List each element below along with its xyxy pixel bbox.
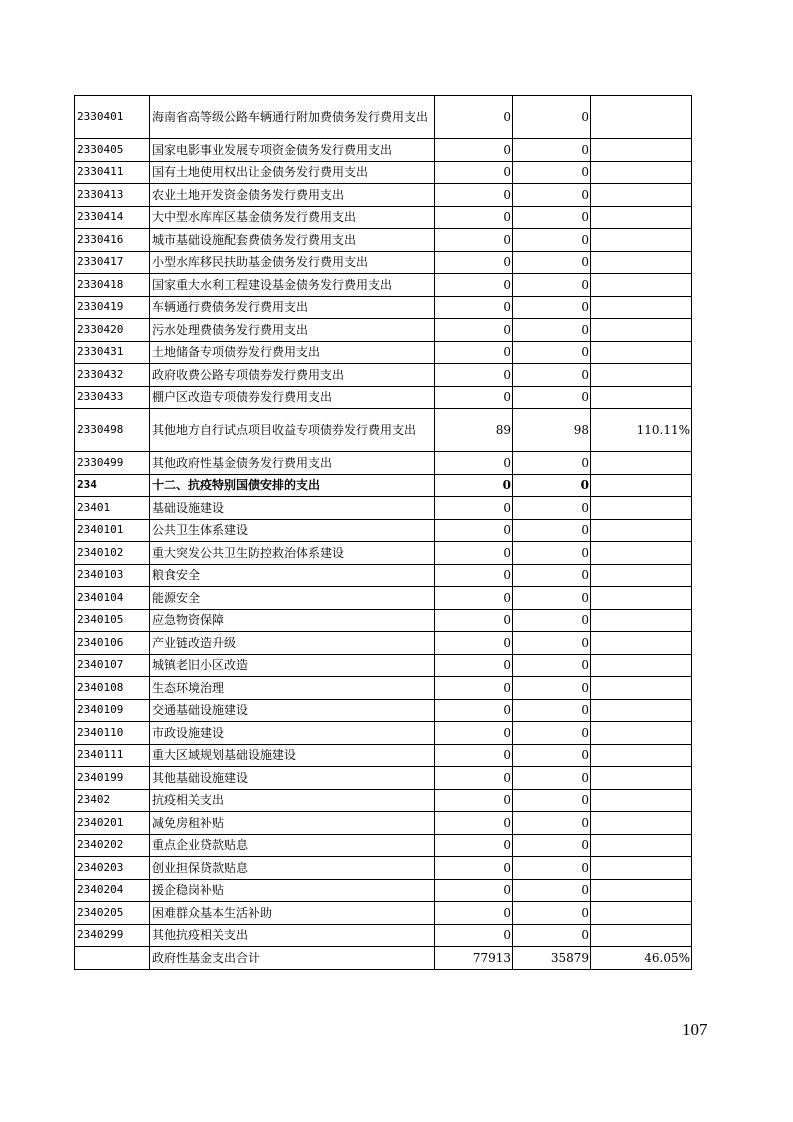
table-row [75, 184, 692, 207]
table-row [75, 229, 692, 252]
rate-cell [591, 677, 692, 700]
rate-cell: 110.11% [591, 409, 692, 452]
code-cell: 2340104 [75, 587, 150, 610]
code-cell: 2340109 [75, 699, 150, 722]
name-cell: 棚户区改造专项债券发行费用支出 [150, 386, 435, 409]
budget-value-cell: 0 [435, 587, 513, 610]
actual-value-cell: 0 [513, 902, 591, 925]
rate-cell [591, 296, 692, 319]
budget-value-cell: 0 [435, 632, 513, 655]
name-cell: 海南省高等级公路车辆通行附加费债务发行费用支出 [150, 96, 435, 139]
actual-value-cell: 0 [513, 319, 591, 342]
code-cell: 2340110 [75, 722, 150, 745]
actual-value-cell: 0 [513, 161, 591, 184]
code-cell: 23401 [75, 497, 150, 520]
code-cell: 2330420 [75, 319, 150, 342]
budget-value-cell: 0 [435, 161, 513, 184]
actual-value-cell: 35879 [513, 947, 591, 970]
budget-value-cell: 0 [435, 251, 513, 274]
name-cell: 政府收费公路专项债券发行费用支出 [150, 364, 435, 387]
table-row [75, 947, 692, 970]
code-cell: 2330413 [75, 184, 150, 207]
actual-value-cell: 0 [513, 722, 591, 745]
table-row [75, 857, 692, 880]
code-cell [75, 947, 150, 970]
budget-value-cell: 0 [435, 722, 513, 745]
table-row [75, 139, 692, 162]
actual-value-cell: 0 [513, 857, 591, 880]
name-cell: 减免房租补贴 [150, 812, 435, 835]
rate-cell [591, 699, 692, 722]
code-cell: 2340106 [75, 632, 150, 655]
code-cell: 2330419 [75, 296, 150, 319]
table-row [75, 161, 692, 184]
actual-value-cell: 0 [513, 386, 591, 409]
table-row [75, 767, 692, 790]
name-cell: 其他地方自行试点项目收益专项债券发行费用支出 [150, 409, 435, 452]
code-cell: 2330411 [75, 161, 150, 184]
name-cell: 污水处理费债务发行费用支出 [150, 319, 435, 342]
table-row [75, 409, 692, 452]
table-row [75, 542, 692, 565]
name-cell: 粮食安全 [150, 564, 435, 587]
name-cell: 援企稳岗补贴 [150, 879, 435, 902]
rate-cell [591, 474, 692, 497]
name-cell: 交通基础设施建设 [150, 699, 435, 722]
code-cell: 2340199 [75, 767, 150, 790]
code-cell: 2340201 [75, 812, 150, 835]
budget-value-cell: 0 [435, 206, 513, 229]
budget-value-cell: 0 [435, 924, 513, 947]
table-row [75, 789, 692, 812]
actual-value-cell: 0 [513, 812, 591, 835]
rate-cell [591, 274, 692, 297]
name-cell: 基础设施建设 [150, 497, 435, 520]
rate-cell [591, 722, 692, 745]
table-row [75, 296, 692, 319]
rate-cell [591, 519, 692, 542]
table-row [75, 924, 692, 947]
code-cell: 2340105 [75, 609, 150, 632]
name-cell: 应急物资保障 [150, 609, 435, 632]
name-cell: 政府性基金支出合计 [150, 947, 435, 970]
actual-value-cell: 0 [513, 341, 591, 364]
name-cell: 大中型水库库区基金债务发行费用支出 [150, 206, 435, 229]
actual-value-cell: 0 [513, 587, 591, 610]
table-row [75, 386, 692, 409]
actual-value-cell: 98 [513, 409, 591, 452]
rate-cell: 46.05% [591, 947, 692, 970]
rate-cell [591, 452, 692, 475]
table-row [75, 902, 692, 925]
table-row [75, 206, 692, 229]
name-cell: 土地储备专项债券发行费用支出 [150, 341, 435, 364]
code-cell: 2340202 [75, 834, 150, 857]
actual-value-cell: 0 [513, 654, 591, 677]
name-cell: 其他政府性基金债务发行费用支出 [150, 452, 435, 475]
budget-value-cell: 0 [435, 677, 513, 700]
rate-cell [591, 542, 692, 565]
table-row [75, 654, 692, 677]
actual-value-cell: 0 [513, 677, 591, 700]
budget-value-cell: 0 [435, 812, 513, 835]
name-cell: 小型水库移民扶助基金债务发行费用支出 [150, 251, 435, 274]
actual-value-cell: 0 [513, 879, 591, 902]
name-cell: 重大突发公共卫生防控救治体系建设 [150, 542, 435, 565]
budget-value-cell: 0 [435, 834, 513, 857]
table-row [75, 632, 692, 655]
name-cell: 农业土地开发资金债务发行费用支出 [150, 184, 435, 207]
actual-value-cell: 0 [513, 274, 591, 297]
table-row [75, 519, 692, 542]
actual-value-cell: 0 [513, 789, 591, 812]
budget-value-cell: 0 [435, 341, 513, 364]
actual-value-cell: 0 [513, 364, 591, 387]
code-cell: 2340103 [75, 564, 150, 587]
page-number: 107 [682, 1020, 708, 1039]
code-cell: 2330498 [75, 409, 150, 452]
rate-cell [591, 812, 692, 835]
budget-value-cell: 0 [435, 902, 513, 925]
budget-value-cell: 0 [435, 542, 513, 565]
code-cell: 2340205 [75, 902, 150, 925]
budget-value-cell: 0 [435, 229, 513, 252]
budget-value-cell: 0 [435, 497, 513, 520]
name-cell: 城市基础设施配套费债务发行费用支出 [150, 229, 435, 252]
actual-value-cell: 0 [513, 206, 591, 229]
code-cell: 234 [75, 474, 150, 497]
name-cell: 其他抗疫相关支出 [150, 924, 435, 947]
rate-cell [591, 206, 692, 229]
rate-cell [591, 386, 692, 409]
actual-value-cell: 0 [513, 609, 591, 632]
rate-cell [591, 319, 692, 342]
budget-value-cell: 0 [435, 609, 513, 632]
table-row [75, 274, 692, 297]
name-cell: 国家电影事业发展专项资金债务发行费用支出 [150, 139, 435, 162]
table-row [75, 341, 692, 364]
table-row [75, 677, 692, 700]
actual-value-cell: 0 [513, 96, 591, 139]
name-cell: 创业担保贷款贴息 [150, 857, 435, 880]
name-cell: 生态环境治理 [150, 677, 435, 700]
budget-value-cell: 0 [435, 654, 513, 677]
table-row [75, 609, 692, 632]
code-cell: 2340101 [75, 519, 150, 542]
actual-value-cell: 0 [513, 924, 591, 947]
actual-value-cell: 0 [513, 229, 591, 252]
table-row [75, 497, 692, 520]
actual-value-cell: 0 [513, 744, 591, 767]
actual-value-cell: 0 [513, 184, 591, 207]
table-body [75, 96, 692, 970]
code-cell: 2330432 [75, 364, 150, 387]
name-cell: 市政设施建设 [150, 722, 435, 745]
actual-value-cell: 0 [513, 767, 591, 790]
budget-value-cell: 0 [435, 452, 513, 475]
rate-cell [591, 632, 692, 655]
budget-value-cell: 0 [435, 386, 513, 409]
table-row [75, 699, 692, 722]
rate-cell [591, 184, 692, 207]
code-cell: 2330433 [75, 386, 150, 409]
rate-cell [591, 364, 692, 387]
name-cell: 重大区域规划基础设施建设 [150, 744, 435, 767]
code-cell: 2340108 [75, 677, 150, 700]
rate-cell [591, 96, 692, 139]
rate-cell [591, 564, 692, 587]
table-row [75, 96, 692, 139]
actual-value-cell: 0 [513, 474, 591, 497]
code-cell: 2330418 [75, 274, 150, 297]
code-cell: 2340299 [75, 924, 150, 947]
name-cell: 车辆通行费债务发行费用支出 [150, 296, 435, 319]
code-cell: 2340204 [75, 879, 150, 902]
name-cell: 十二、抗疫特别国债安排的支出 [150, 474, 435, 497]
name-cell: 国有土地使用权出让金债务发行费用支出 [150, 161, 435, 184]
name-cell: 公共卫生体系建设 [150, 519, 435, 542]
table-row [75, 812, 692, 835]
budget-value-cell: 0 [435, 767, 513, 790]
name-cell: 重点企业贷款贴息 [150, 834, 435, 857]
actual-value-cell: 0 [513, 564, 591, 587]
actual-value-cell: 0 [513, 632, 591, 655]
rate-cell [591, 139, 692, 162]
budget-value-cell: 0 [435, 474, 513, 497]
code-cell: 2330405 [75, 139, 150, 162]
table-row [75, 251, 692, 274]
code-cell: 2330401 [75, 96, 150, 139]
table-row [75, 474, 692, 497]
code-cell: 2330417 [75, 251, 150, 274]
name-cell: 抗疫相关支出 [150, 789, 435, 812]
code-cell: 2340111 [75, 744, 150, 767]
table-row [75, 879, 692, 902]
budget-value-cell: 0 [435, 319, 513, 342]
budget-value-cell: 0 [435, 879, 513, 902]
table-row [75, 319, 692, 342]
rate-cell [591, 857, 692, 880]
table-row [75, 452, 692, 475]
actual-value-cell: 0 [513, 139, 591, 162]
fund-expenditure-table [74, 95, 692, 970]
code-cell: 23402 [75, 789, 150, 812]
budget-value-cell: 0 [435, 296, 513, 319]
rate-cell [591, 609, 692, 632]
budget-value-cell: 0 [435, 96, 513, 139]
rate-cell [591, 902, 692, 925]
budget-value-cell: 0 [435, 519, 513, 542]
rate-cell [591, 587, 692, 610]
rate-cell [591, 654, 692, 677]
actual-value-cell: 0 [513, 542, 591, 565]
table-row [75, 834, 692, 857]
actual-value-cell: 0 [513, 497, 591, 520]
budget-value-cell: 77913 [435, 947, 513, 970]
name-cell: 其他基础设施建设 [150, 767, 435, 790]
budget-value-cell: 0 [435, 857, 513, 880]
code-cell: 2340102 [75, 542, 150, 565]
rate-cell [591, 744, 692, 767]
budget-value-cell: 0 [435, 789, 513, 812]
code-cell: 2330414 [75, 206, 150, 229]
budget-value-cell: 0 [435, 744, 513, 767]
name-cell: 能源安全 [150, 587, 435, 610]
rate-cell [591, 789, 692, 812]
rate-cell [591, 924, 692, 947]
rate-cell [591, 497, 692, 520]
table-row [75, 722, 692, 745]
rate-cell [591, 251, 692, 274]
rate-cell [591, 229, 692, 252]
budget-value-cell: 0 [435, 139, 513, 162]
table-row [75, 364, 692, 387]
rate-cell [591, 834, 692, 857]
table-row [75, 587, 692, 610]
code-cell: 2330499 [75, 452, 150, 475]
rate-cell [591, 341, 692, 364]
code-cell: 2340203 [75, 857, 150, 880]
actual-value-cell: 0 [513, 251, 591, 274]
name-cell: 产业链改造升级 [150, 632, 435, 655]
name-cell: 国家重大水利工程建设基金债务发行费用支出 [150, 274, 435, 297]
actual-value-cell: 0 [513, 519, 591, 542]
actual-value-cell: 0 [513, 452, 591, 475]
budget-value-cell: 0 [435, 364, 513, 387]
budget-value-cell: 89 [435, 409, 513, 452]
actual-value-cell: 0 [513, 296, 591, 319]
rate-cell [591, 879, 692, 902]
code-cell: 2330416 [75, 229, 150, 252]
table-row [75, 564, 692, 587]
name-cell: 困难群众基本生活补助 [150, 902, 435, 925]
budget-value-cell: 0 [435, 564, 513, 587]
name-cell: 城镇老旧小区改造 [150, 654, 435, 677]
budget-value-cell: 0 [435, 699, 513, 722]
actual-value-cell: 0 [513, 699, 591, 722]
budget-value-cell: 0 [435, 184, 513, 207]
actual-value-cell: 0 [513, 834, 591, 857]
rate-cell [591, 767, 692, 790]
budget-value-cell: 0 [435, 274, 513, 297]
code-cell: 2330431 [75, 341, 150, 364]
table-row [75, 744, 692, 767]
rate-cell [591, 161, 692, 184]
code-cell: 2340107 [75, 654, 150, 677]
